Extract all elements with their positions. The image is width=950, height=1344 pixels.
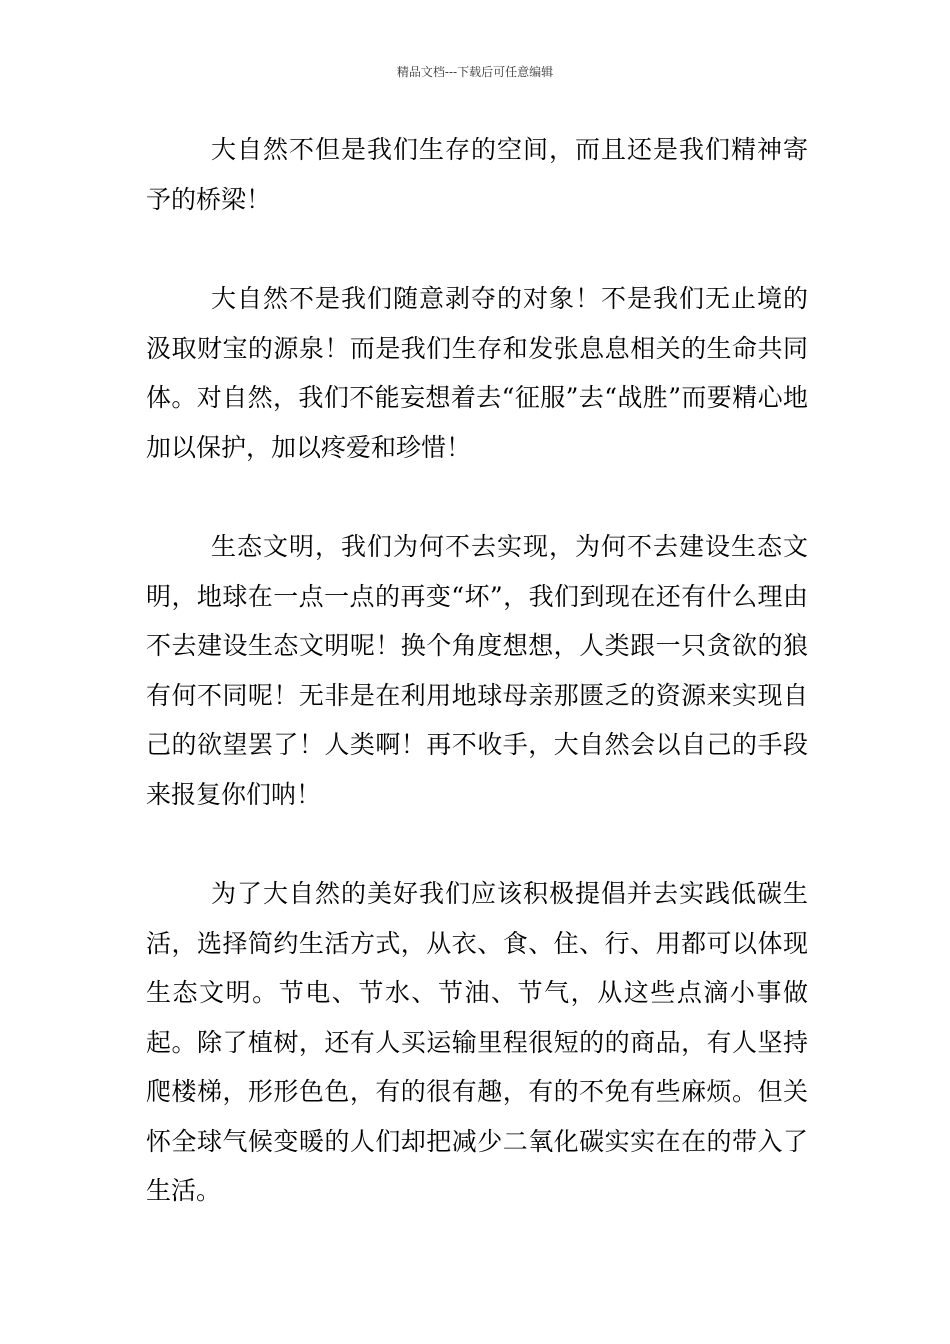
paragraph-4: 为了大自然的美好我们应该积极提倡并去实践低碳生活，选择简约生活方式，从衣、食、住、行、用都可以体现生态文明。节电、节水、节油、节气，从这些点滴小事做起。除了植树，还有人买运输里程很短的的商品，有人坚持爬楼梯，形形色色，有的很有趣，有的不免有些麻烦。但关怀全球气候变暖的人们却把减少二氧化碳实实在在的带入了生活。 xyxy=(146,879,808,1205)
page-header: 精品文档---下载后可任意编辑 xyxy=(396,65,554,79)
document-body xyxy=(146,125,808,1266)
paragraph-2: 大自然不是我们随意剥夺的对象！不是我们无止境的汲取财宝的源泉！而是我们生存和发张息息相关的生命共同体。对自然，我们不能妄想着去“征服”去“战胜”而要精心地加以保护，加以疼爱和珍惜！ xyxy=(146,284,808,462)
paragraph-3: 生态文明，我们为何不去实现，为何不去建设生态文明，地球在一点一点的再变“坏”，我们到现在还有什么理由不去建设生态文明呢！换个角度想想，人类跟一只贪欲的狼有何不同呢！无非是在利用地球母亲那匮乏的资源来实现自己的欲望罢了！人类啊！再不收手，大自然会以自己的手段来报复你们呐！ xyxy=(146,532,808,809)
paragraph-1: 大自然不但是我们生存的空间，而且还是我们精神寄予的桥梁！ xyxy=(146,135,808,214)
